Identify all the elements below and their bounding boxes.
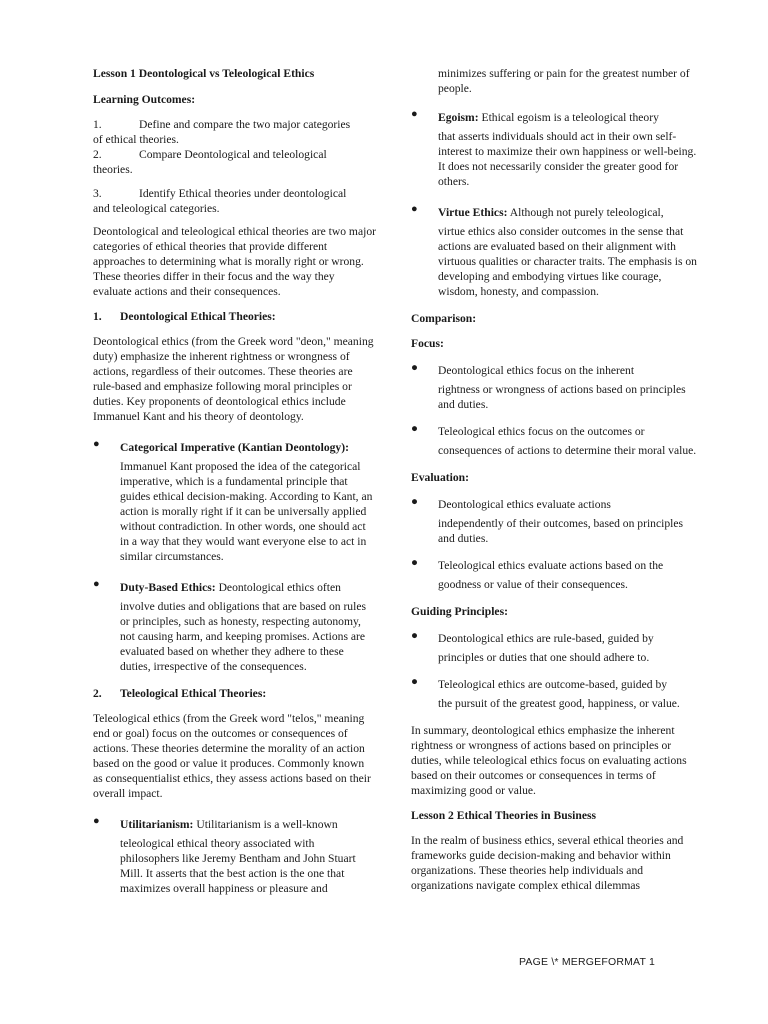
guiding-principles-heading: Guiding Principles: [411, 605, 508, 618]
bullet-icon: ● [411, 361, 419, 374]
page-footer: PAGE \* MERGEFORMAT 1 [519, 956, 656, 968]
bullet-body: that asserts individuals should act in their own self-interest to maximize their own happiness or well-being. It does not necessarily consider the greater good for others. [438, 130, 697, 188]
list-item: ● Duty-Based Ethics: Deontological ethics often involve duties and obligations that are based on rules or principles, such as honesty, respecting autonomy, not causing harm, and keeping promises. Actions are evaluated based on whether they adhere to these duties, irrespective of the consequences. [93, 578, 366, 673]
learning-outcomes-heading: Learning Outcomes: [93, 93, 196, 106]
summary-paragraph: In summary, deontological ethics emphasize the inherent rightness or wrongness of actions based on principles or duties, while teleological ethics focus on evaluating actions based on their outcomes or consequences in terms of maximizing good or value. [411, 724, 687, 797]
bullet-heading: Categorical Imperative (Kantian Deontology): [120, 441, 349, 454]
bullet-body: Immanuel Kant proposed the idea of the categorical imperative, which is a fundamental principle that guides ethical decision-making. According to Kant, an action is morally right if it can be universally applied without contradiction. In other words, one should act in a way that they would want everyone else to act in similar circumstances. [120, 460, 373, 563]
bullet-icon: ● [411, 108, 418, 120]
bullet-icon: ● [411, 495, 419, 508]
list-item [93, 437, 376, 564]
bullet-body: teleological ethical theory associated with philosophers like Jeremy Bentham and John Stuart Mill. It asserts that the best action is the one that maximizes overall happiness or pleasure and [120, 837, 356, 895]
evaluation-heading: Evaluation: [411, 471, 469, 484]
outcome-item: 3. Identify Ethical theories under deontological and teleological categories. [93, 187, 347, 215]
lesson1-title: Lesson 1 Deontological vs Teleological Ethics [93, 67, 315, 80]
list-item: ● Deontological ethics evaluate actions independently of their outcomes, based on principles and duties. [411, 495, 684, 545]
outcomes-list [93, 117, 376, 216]
list-item: ● Teleological ethics are outcome-based, guided by the pursuit of the greatest good, happiness, or value. [411, 675, 680, 710]
bullet-heading: Utilitarianism: [120, 818, 194, 831]
list-item: ● Teleological ethics evaluate actions based on the goodness or value of their consequences. [411, 556, 664, 591]
list-item: ● Teleological ethics focus on the outcomes or consequences of actions to determine their moral value. [411, 422, 697, 457]
bullet-heading: Egoism: [438, 111, 479, 124]
section2-body: Teleological ethics (from the Greek word "telos," meaning end or goal) focus on the outcomes or consequences of actions. These theories determine the morality of an action based on the good or value it produces. Commonly known as consequentialist ethics, they assess actions based on their overall impact. [93, 712, 371, 800]
outcome-item: 2. Compare Deontological and teleological theories. [93, 148, 327, 176]
bullet-icon: ● [411, 556, 419, 569]
list-item: ● Deontological ethics focus on the inherent rightness or wrongness of actions based on principles and duties. [411, 361, 686, 411]
list-item: ● Virtue Ethics: Although not purely teleological, virtue ethics also consider outcomes in the sense that actions are evaluated based on their alignment with virtuous qualities or character traits. The emphasis is on developing and embodying virtues like courage, wisdom, honesty, and compassion. [411, 203, 697, 298]
focus-heading: Focus: [411, 337, 444, 350]
right-column [411, 66, 701, 903]
bullet-icon: ● [93, 578, 100, 590]
left-column [93, 66, 376, 908]
section1-heading: 1. Deontological Ethical Theories: [93, 310, 276, 323]
list-item: ● Deontological ethics are rule-based, guided by principles or duties that one should adhere to. [411, 629, 654, 664]
bullet-heading: Duty-Based Ethics: [120, 581, 216, 594]
bullet-body: virtue ethics also consider outcomes in the sense that actions are evaluated based on their alignment with virtuous qualities or character traits. The emphasis is on developing and embodying virtues like courage, wisdom, honesty, and compassion. [438, 225, 697, 298]
bullet-icon: ● [93, 438, 100, 450]
bullet-body: involve duties and obligations that are based on rules or principles, such as honesty, respecting autonomy, not causing harm, and keeping promises. Actions are evaluated based on whether they adhere to these duties, irrespective of the consequences. [120, 600, 366, 673]
lesson2-body: In the realm of business ethics, several ethical theories and frameworks guide decision-making and behavior within organizations. These theories help individuals and organizations navigate complex ethical dilemmas [411, 834, 684, 892]
bullet-icon: ● [411, 203, 418, 215]
comparison-heading: Comparison: [411, 312, 477, 325]
lesson2-title: Lesson 2 Ethical Theories in Business [411, 809, 597, 822]
intro-paragraph: Deontological and teleological ethical theories are two major categories of ethical theories that provide different approaches to determining what is morally right or wrong. These theories differ in their focus and the way they evaluate actions and their consequences. [93, 225, 376, 298]
bullet-heading: Virtue Ethics: [438, 206, 508, 219]
utilitarianism-continued: minimizes suffering or pain for the greatest number of people. [438, 67, 690, 95]
list-item: ● Egoism: Ethical egoism is a teleological theory that asserts individuals should act in their own self-interest to maximize their own happiness or well-being. It does not necessarily consider the greater good for others. [411, 108, 697, 188]
bullet-icon: ● [411, 422, 419, 435]
list-item: ● Utilitarianism: Utilitarianism is a well-known teleological ethical theory associated with philosophers like Jeremy Bentham and John Stuart Mill. It asserts that the best action is the one that maximizes overall happiness or pleasure and [93, 815, 356, 895]
outcome-item: 1. Define and compare the two major categories of ethical theories. [93, 118, 351, 146]
bullet-icon: ● [411, 629, 419, 642]
section1-body: Deontological ethics (from the Greek word "deon," meaning duty) emphasize the inherent rightness or wrongness of actions, regardless of their outcomes. These theories are rule-based and emphasize following moral principles or duties. Key proponents of deontological ethics include Immanuel Kant and his theory of deontology. [93, 335, 374, 423]
bullet-icon: ● [93, 815, 100, 827]
section2-heading: 2. Teleological Ethical Theories: [93, 687, 267, 700]
bullet-icon: ● [411, 675, 419, 688]
